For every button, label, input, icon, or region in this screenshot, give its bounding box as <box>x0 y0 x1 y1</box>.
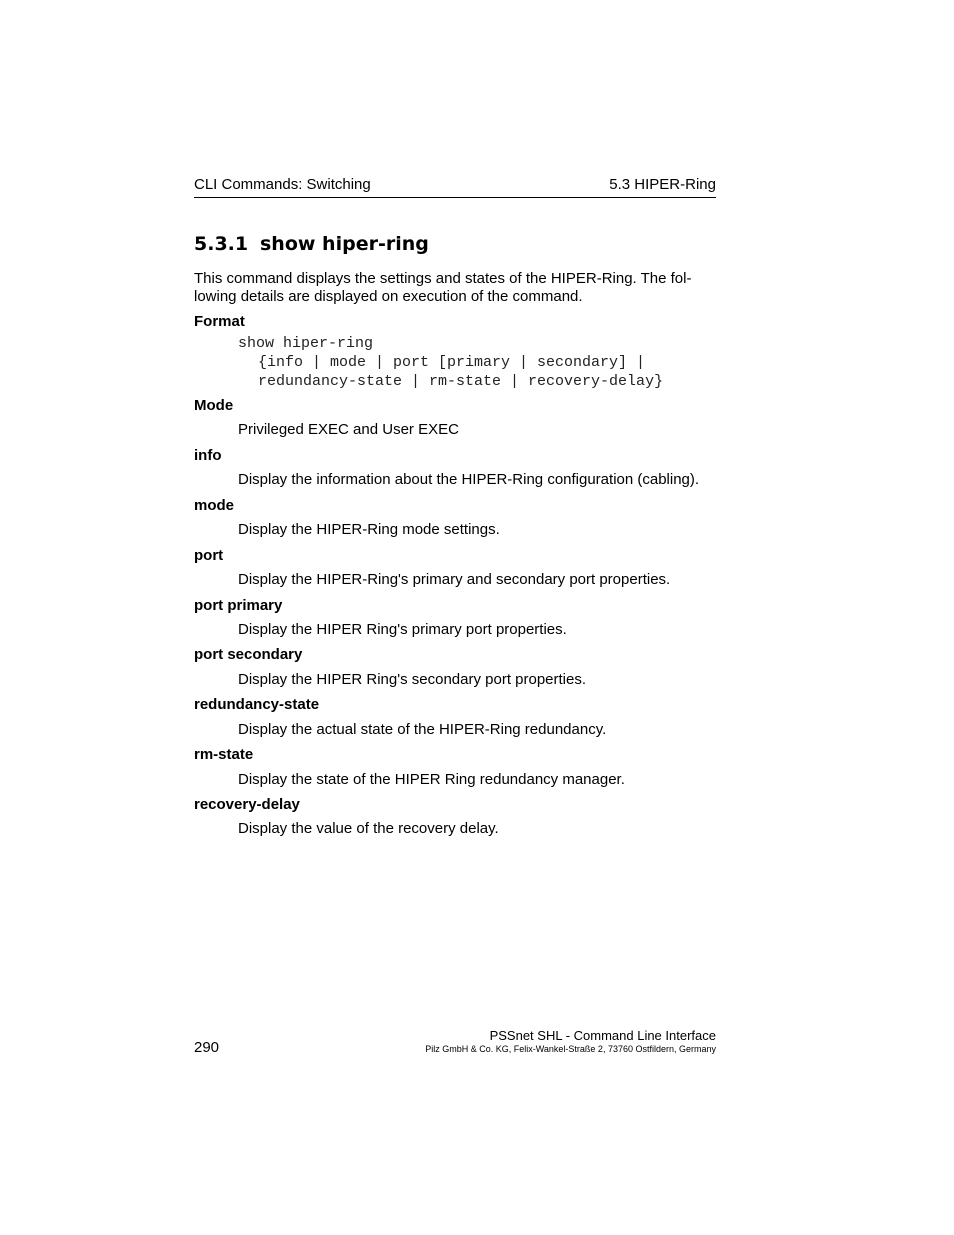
param-desc: Display the information about the HIPER-Ring configuration (cabling). <box>238 471 700 488</box>
section-heading <box>194 233 429 255</box>
param-term: info <box>194 447 222 464</box>
page-number: 290 <box>194 1039 220 1056</box>
intro-paragraph <box>194 270 716 306</box>
param-desc: Display the actual state of the HIPER-Ring redundancy. <box>238 721 607 738</box>
running-header <box>194 176 716 198</box>
param-term: port secondary <box>194 646 303 663</box>
footer-title: PSSnet SHL - Command Line Interface <box>489 1028 716 1043</box>
format-label: Format <box>194 313 245 330</box>
param-desc: Display the HIPER-Ring's primary and secondary port properties. <box>238 571 671 588</box>
param-term: port <box>194 547 224 564</box>
param-desc: Display the HIPER Ring's secondary port properties. <box>238 671 587 688</box>
mode-label: Mode <box>194 397 234 414</box>
section-title-text: show hiper-ring <box>260 233 429 255</box>
param-term: recovery-delay <box>194 796 300 813</box>
header-chapter: CLI Commands: Switching <box>194 176 371 193</box>
section-number: 5.3.1 <box>194 233 249 255</box>
param-desc: Display the HIPER Ring's primary port properties. <box>238 621 567 638</box>
param-desc: Display the state of the HIPER Ring redundancy manager. <box>238 771 625 788</box>
param-desc: Display the HIPER-Ring mode settings. <box>238 521 500 538</box>
code-line-1: show hiper-ring <box>238 335 374 352</box>
format-code-block <box>238 334 663 391</box>
param-term: redundancy-state <box>194 696 320 713</box>
code-line-2: {info | mode | port [primary | secondary] | <box>258 354 646 371</box>
param-desc: Display the value of the recovery delay. <box>238 820 499 837</box>
intro-line-1: This command displays the settings and states of the HIPER-Ring. The fol- <box>194 270 692 287</box>
intro-line-2: lowing details are displayed on execution of the command. <box>194 288 583 305</box>
header-section: 5.3 HIPER-Ring <box>609 176 716 193</box>
mode-text: Privileged EXEC and User EXEC <box>238 421 459 438</box>
param-term: port primary <box>194 597 283 614</box>
footer-address: Pilz GmbH & Co. KG, Felix-Wankel-Straße 2, 73760 Ostfildern, Germany <box>425 1044 716 1054</box>
code-line-3: redundancy-state | rm-state | recovery-delay} <box>258 373 664 390</box>
param-term: mode <box>194 497 235 514</box>
param-term: rm-state <box>194 746 254 763</box>
